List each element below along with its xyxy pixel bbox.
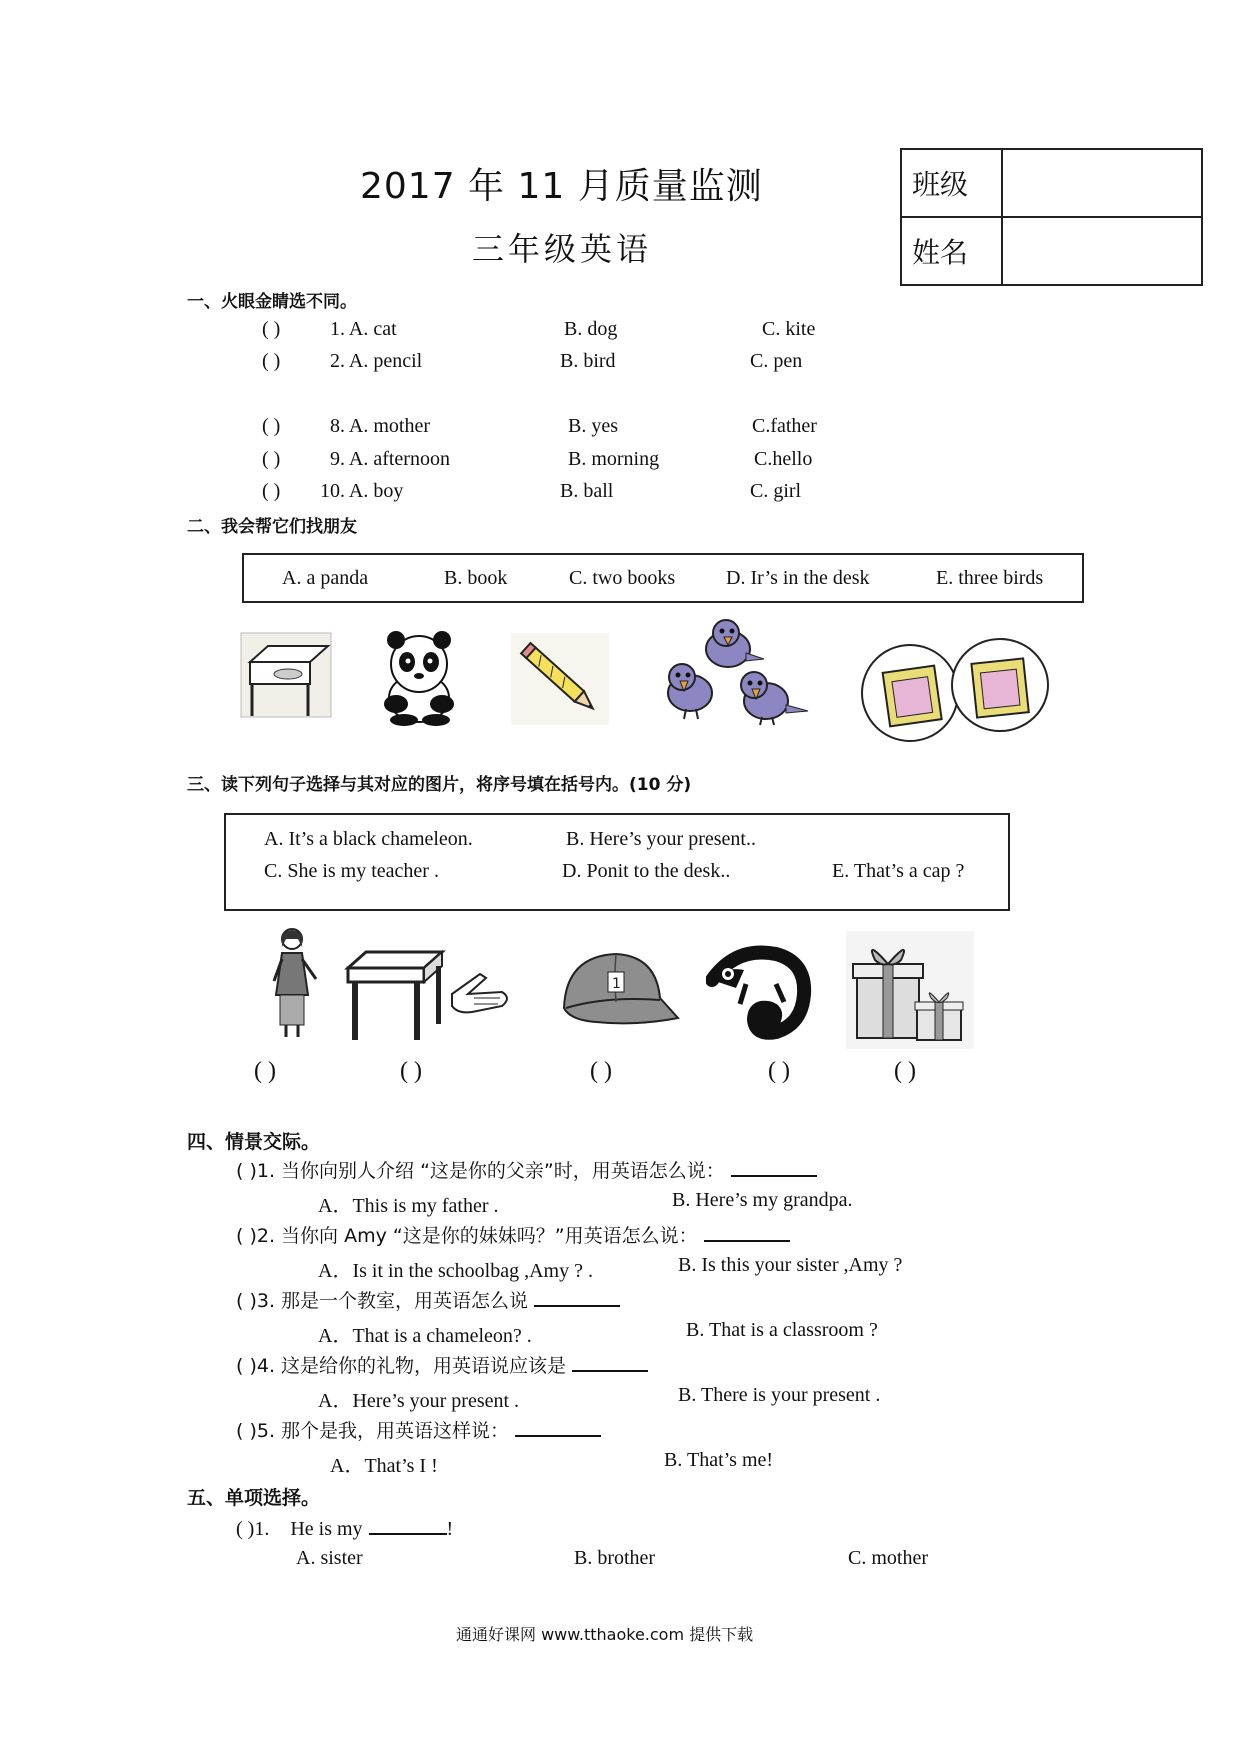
answer-line[interactable] — [572, 1352, 648, 1372]
question-stem: He is my — [290, 1518, 363, 1540]
option-b: B. That’s me! — [664, 1449, 774, 1471]
answer-paren[interactable]: ( )3. — [236, 1290, 275, 1312]
answer-blank-1[interactable]: ( ) — [254, 1058, 276, 1084]
option-a: A．This is my father . — [318, 1195, 499, 1217]
present-picture — [845, 930, 975, 1050]
answer-blank-2[interactable]: ( ) — [400, 1058, 422, 1084]
answer-blank-4[interactable]: ( ) — [768, 1058, 790, 1084]
question-text: 这是给你的礼物，用英语说应该是 — [281, 1355, 567, 1377]
section3-heading: 三、读下列句子选择与其对应的图片，将序号填在括号内。(10 分) — [187, 775, 692, 795]
section3-option-box — [224, 813, 1010, 911]
answer-paren[interactable]: ( ) — [262, 480, 281, 502]
answer-paren[interactable]: ( )5. — [236, 1420, 275, 1442]
answer-paren[interactable]: ( )1. — [236, 1160, 275, 1182]
option-c: C. girl — [750, 480, 802, 502]
option-b: B. morning — [568, 448, 660, 470]
point-desk-picture — [342, 948, 516, 1044]
option-b: B. bird — [560, 350, 616, 372]
desk-picture — [240, 632, 332, 718]
option-a: A. It’s a black chameleon. — [264, 828, 473, 850]
question-text: 当你向 Amy “这是你的妹妹吗？”用英语怎么说： — [281, 1225, 698, 1247]
svg-text:1: 1 — [612, 976, 621, 992]
answer-line[interactable] — [704, 1222, 790, 1242]
name-label: 姓名 — [901, 217, 1002, 285]
option-b: B. There is your present . — [678, 1384, 881, 1406]
question-text: 那个是我，用英语这样说： — [281, 1420, 510, 1442]
option-a: A. a panda — [282, 567, 369, 589]
option-d: D. Ir’s in the desk — [726, 567, 870, 589]
section1-heading: 一、火眼金睛选不同。 — [187, 292, 357, 312]
class-field[interactable] — [1002, 149, 1202, 217]
question-item — [236, 1286, 620, 1313]
three-birds-picture — [650, 615, 820, 727]
question-item — [236, 1416, 601, 1443]
answer-line[interactable] — [534, 1287, 620, 1307]
option-b: B. brother — [574, 1547, 656, 1569]
student-info-table — [900, 148, 1203, 286]
option-e: E. That’s a cap ? — [832, 860, 965, 882]
option-c: C. pen — [750, 350, 803, 372]
option-c: C. kite — [762, 318, 816, 340]
section4-heading: 四、情景交际。 — [187, 1131, 321, 1153]
option-c: C. She is my teacher . — [264, 860, 439, 882]
answer-blank-5[interactable]: ( ) — [894, 1058, 916, 1084]
exam-subtitle: 三年级英语 — [472, 230, 653, 268]
option-d: D. Ponit to the desk.. — [562, 860, 731, 882]
answer-paren[interactable]: ( )2. — [236, 1225, 275, 1247]
pencil-picture — [510, 632, 610, 726]
answer-paren[interactable]: ( )4. — [236, 1355, 275, 1377]
answer-blank-3[interactable]: ( ) — [590, 1058, 612, 1084]
question-stem-end: ! — [446, 1518, 454, 1540]
answer-paren[interactable]: ( )1. — [236, 1518, 270, 1540]
question-item — [236, 1515, 453, 1541]
option-e: E. three birds — [936, 567, 1044, 589]
answer-line[interactable] — [731, 1157, 817, 1177]
option-c: C. mother — [848, 1547, 928, 1569]
option-b: B. That is a classroom ? — [686, 1319, 878, 1341]
option-b: B. Here’s your present.. — [566, 828, 756, 850]
answer-paren[interactable]: ( ) — [262, 415, 281, 437]
option-a: A．Is it in the schoolbag ,Amy ? . — [318, 1260, 593, 1282]
option-b: B. dog — [564, 318, 618, 340]
question-item — [236, 1351, 648, 1378]
option-a: 1. A. cat — [330, 318, 397, 340]
footer-text: 通通好课网 www.tthaoke.com 提供下载 — [456, 1625, 754, 1644]
option-b: B. book — [444, 567, 508, 589]
question-item — [236, 1156, 817, 1183]
option-b: B. Is this your sister ,Amy ? — [678, 1254, 903, 1276]
teacher-picture — [262, 925, 322, 1041]
option-a: A. sister — [296, 1547, 363, 1569]
option-c: C. two books — [569, 567, 676, 589]
class-label: 班级 — [901, 149, 1002, 217]
exam-title: 2017 年 11 月质量监测 — [360, 166, 763, 207]
option-a: 8. A. mother — [330, 415, 430, 437]
option-b: B. yes — [568, 415, 618, 437]
option-a: 2. A. pencil — [330, 350, 423, 372]
option-b: B. ball — [560, 480, 614, 502]
question-text: 当你向别人介绍 “这是你的父亲”时，用英语怎么说： — [281, 1160, 725, 1182]
option-a: A．Here’s your present . — [318, 1390, 520, 1412]
option-a: A．That’s I ! — [330, 1455, 438, 1477]
two-books-picture — [860, 635, 1050, 745]
panda-picture — [368, 630, 470, 726]
option-a: 9. A. afternoon — [330, 448, 450, 470]
name-field[interactable] — [1002, 217, 1202, 285]
option-a: 10. A. boy — [320, 480, 404, 502]
answer-line[interactable] — [369, 1515, 447, 1535]
chameleon-picture — [706, 940, 816, 1050]
answer-paren[interactable]: ( ) — [262, 448, 281, 470]
option-c: C.hello — [754, 448, 813, 470]
section2-heading: 二、我会帮它们找朋友 — [187, 517, 357, 537]
option-a: A．That is a chameleon? . — [318, 1325, 532, 1347]
section5-heading: 五、单项选择。 — [187, 1487, 321, 1509]
answer-paren[interactable]: ( ) — [262, 318, 281, 340]
cap-picture — [556, 946, 684, 1042]
section2-option-box — [242, 553, 1084, 603]
option-b: B. Here’s my grandpa. — [672, 1189, 853, 1211]
question-item — [236, 1221, 790, 1248]
question-text: 那是一个教室，用英语怎么说 — [281, 1290, 529, 1312]
answer-line[interactable] — [515, 1417, 601, 1437]
option-c: C.father — [752, 415, 817, 437]
answer-paren[interactable]: ( ) — [262, 350, 281, 372]
